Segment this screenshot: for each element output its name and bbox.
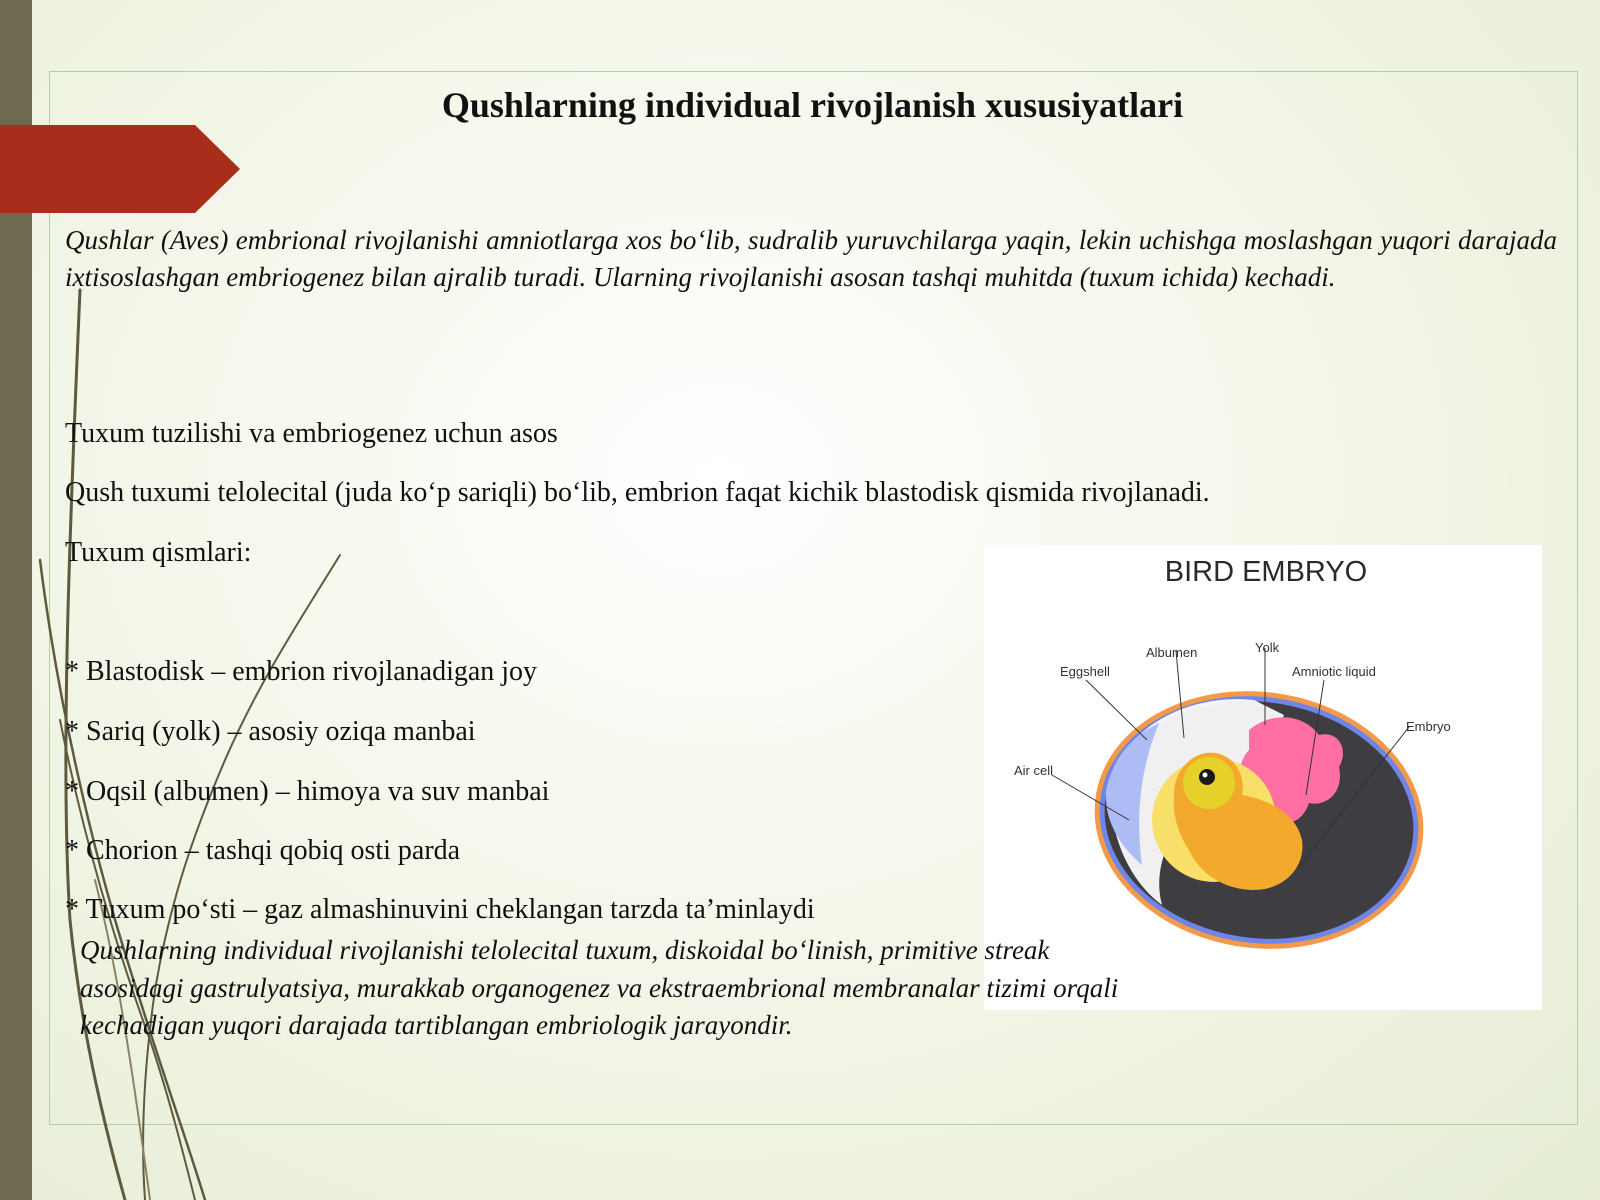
list-item-chorion: * Chorion – tashqi qobiq osti parda bbox=[65, 835, 461, 866]
embryo-eye-highlight bbox=[1203, 773, 1208, 778]
list-item-albumen: * Oqsil (albumen) – himoya va suv manbai bbox=[65, 776, 550, 807]
label-embryo: Embryo bbox=[1406, 719, 1451, 734]
conclusion-paragraph: Qushlarning individual rivojlanishi telolecital tuxum, diskoidal bo‘linish, primitive streak asosidagi gastrulyatsiya, murakkab organogenez va ekstraembrional membranalar tizimi orqali kechadigan yuqori darajada tartiblangan embriologik jarayondir. bbox=[80, 935, 1119, 1040]
red-arrow-decoration bbox=[0, 125, 240, 213]
figure-title: BIRD EMBRYO bbox=[1164, 556, 1368, 588]
parts-heading: Tuxum qismlari: bbox=[65, 537, 252, 568]
intro-paragraph: Qushlar (Aves) embrional rivojlanishi amniotlarga xos bo‘lib, sudralib yuruvchilarga yaqin, lekin uchishga moslashgan yuqori darajada ixtisoslashgan embriogenez bilan ajralib turadi. Ularning rivojlanishi asosan tashqi muhitda (tuxum ichida) kechadi. bbox=[65, 225, 1557, 292]
embryo-eye-shape bbox=[1199, 769, 1215, 785]
label-albumen: Albumen bbox=[1146, 645, 1198, 660]
list-item-yolk: * Sariq (yolk) – asosiy oziqa manbai bbox=[65, 716, 476, 747]
slide-title: Qushlarning individual rivojlanish xususiyatlari bbox=[441, 85, 1184, 125]
label-air-cell: Air cell bbox=[1014, 763, 1054, 778]
list-item-eggshell: * Tuxum po‘sti – gaz almashinuvini cheklangan tarzda ta’minlaydi bbox=[65, 894, 815, 925]
label-amniotic-liquid: Amniotic liquid bbox=[1292, 664, 1376, 679]
label-eggshell: Eggshell bbox=[1060, 664, 1110, 679]
label-yolk: Yolk bbox=[1255, 640, 1280, 655]
egg-description: Qush tuxumi telolecital (juda ko‘p sariqli) bo‘lib, embrion faqat kichik blastodisk qismida rivojlanadi. bbox=[65, 477, 1210, 508]
list-item-blastodisk: * Blastodisk – embrion rivojlanadigan joy bbox=[65, 656, 538, 687]
section-heading: Tuxum tuzilishi va embriogenez uchun asos bbox=[65, 418, 558, 449]
